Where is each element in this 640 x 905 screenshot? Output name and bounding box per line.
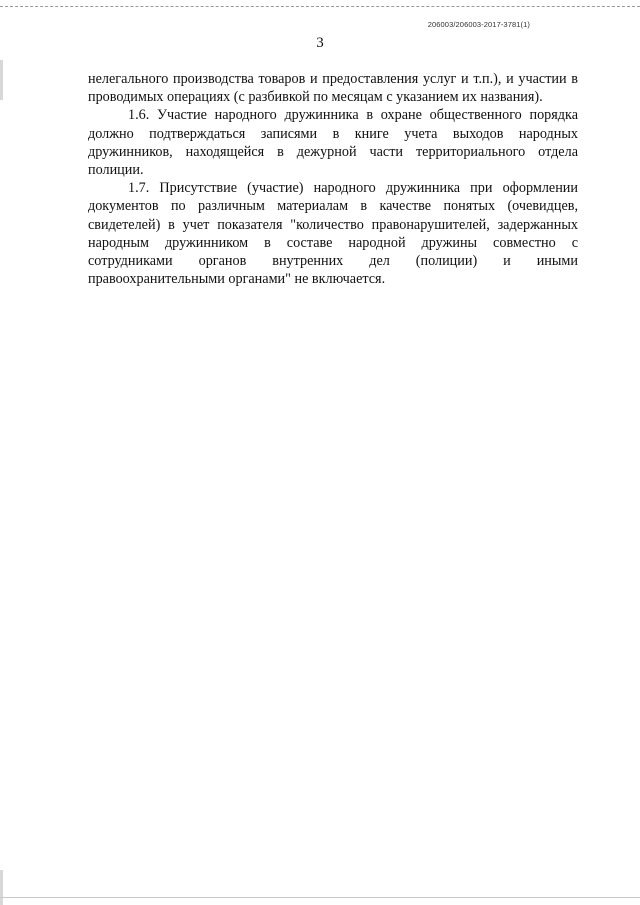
paragraph-1-6: 1.6. Участие народного дружинника в охране общественного порядка должно подтверждаться записями в книге учета выходов народных дружинников, находящейся в дежурной части территориального отдела полиции. [88, 107, 578, 179]
document-body [88, 70, 578, 288]
page-number: 3 [316, 35, 324, 51]
paragraph-continuation: нелегального производства товаров и предоставления услуг и т.п.), и участии в проводимых операциях (с разбивкой по месяцам с указанием их названия). [88, 71, 578, 106]
scan-edge-mark [0, 60, 3, 100]
paragraph-1-7: 1.7. Присутствие (участие) народного дружинника при оформлении документов по различным материалам в качестве понятых (очевидцев, свидетелей) в учет показателя "количество правонарушителей, задержанных народным дружинником в составе народной дружины совместно с сотрудниками органов внутренних дел (полиции) и иными правоохранительными органами" не включается. [88, 180, 578, 288]
scan-edge-top [0, 6, 640, 7]
document-id: 206003/206003-2017-3781(1) [427, 20, 530, 29]
scan-edge-mark [0, 870, 3, 905]
scan-edge-bottom [0, 897, 640, 898]
